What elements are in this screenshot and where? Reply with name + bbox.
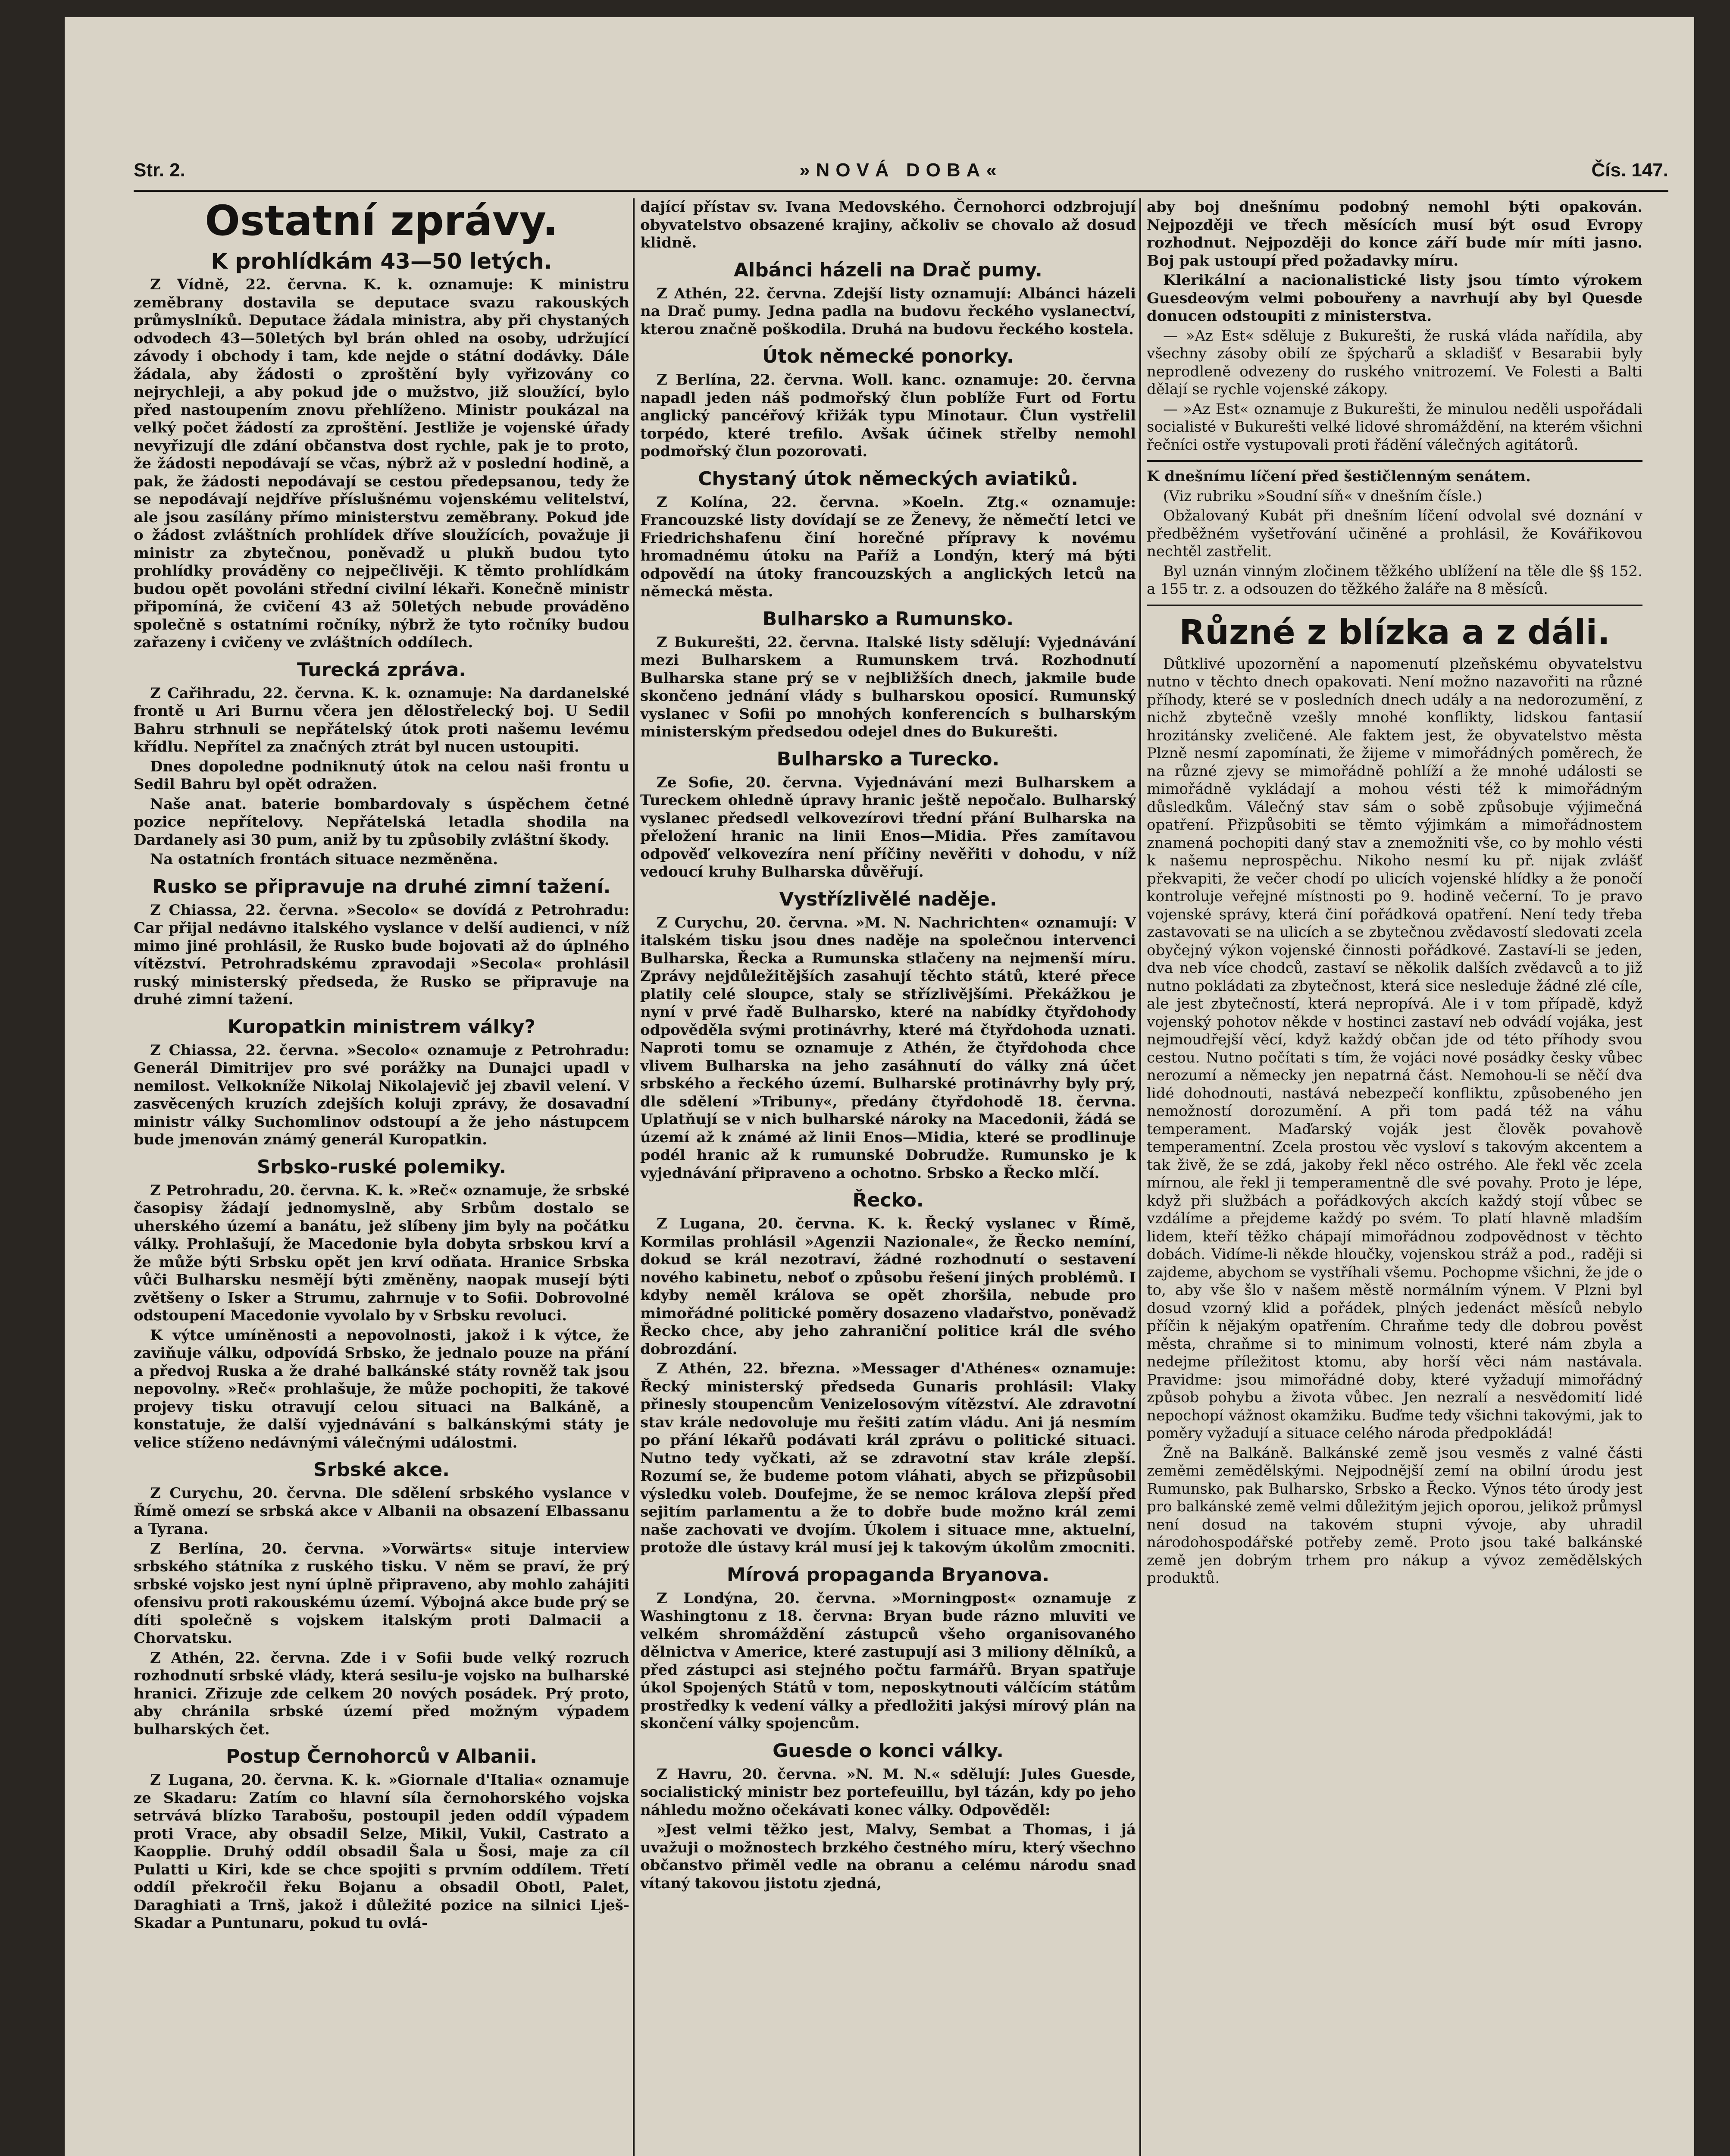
article-heading: Kuropatkin ministrem války? <box>228 1015 535 1038</box>
article-heading: K prohlídkám 43—50 letých. <box>211 249 552 274</box>
article-paragraph: Dnes dopoledne podniknutý útok na celou naši frontu u Sedil Bahru byl opět odražen. <box>134 758 629 793</box>
section-divider <box>1147 460 1642 462</box>
article-paragraph: Z Petrohradu, 20. června. K. k. »Reč« oznamuje, že srbské časopisy žádají jednomyslně, aby Srbům dostalo se uherského území a banátu, jež slíbeny jim byly na počátku války. Prohlašují, že Macedonie byla dobyta srbskou krví a že může býti Srbsku opět jen krví odňata. Hranice Srbska vůči Bulharsku nesmějí býti změněny, naopak musejí býti zvětšeny o Isker a Strumu, zahrnuje v to Sofii. Dobrovolné odstoupení Macedonie vyvolalo by v Srbsku revoluci. <box>134 1181 629 1324</box>
article-heading: Rusko se připravuje na druhé zimní tažení. <box>152 875 611 898</box>
article-heading: K dnešnímu líčení před šestičlenným senátem. <box>1147 468 1531 485</box>
article-paragraph: Důtklivé upozornění a napomenutí plzeňskému obyvatelstvu nutno v těchto dnech opakovati. Není možno nazavořiti na různé příhody, které se v posledních dnech udály a na nedorozumění, z nichž zbytečně vzešly mnohé konflikty, lidskou fantasií hrozitánsky zveličené. Ale faktem jest, že obyvatelstvo města Plzně nesmí zapomínati, že žijeme v mimořádných poměrech, že na různé zjevy se mimořádně pohlíží a že mnohé události se mimořádně vykládají a mohou vésti též k mimořádným důsledkům. Válečný stav sám o sobě způsobuje výjimečná opatření. Přizpůsobiti se těmto výjimkám a mimořádnostem znamená pochopiti daný stav a znemožniti vše, co by mohlo vésti k našemu neprospěchu. Nikoho nesmí ku př. nijak zvlášť překvapiti, že večer chodí po ulicích vojenské hlídky a že ponočí kontroluje veřejné místnosti po 9. hodině večerní. To je pravo vojenské správy, která činí pořádková opatření. Není tedy třeba zastavovati se na ulicích a se zbytečnou zvědavostí sledovati zcela obyčejný výkon vojenské činnosti pořádkové. Zastaví-li se jeden, dva neb více chodců, zastaví se několik dalších zvědavců a to již nutno pokládati za zbytečnost, která sice nesleduje žádné zlé cíle, ale jest zbytečností, která nepropívá. Ale i v tom případě, když vojenský pohotov někde v hostinci zastaví neb odvádí vojáka, jest nejmoudřejší věcí, když každý občan jde od této příhody svou cestou. Nutno počítati s tím, že vojáci nové posádky česky vůbec nerozumí a německy jen nepatrná část. Nemohou-li se něčí dva lidé dohodnouti, nastává nebezpečí konfliktu, způsobeného jen nemožností dorozumění. A při tom padá též na váhu temperament. Maďarský voják jest člověk povahově temperamentní. Zcela prostou věc vysloví s takovým akcentem a tak živě, že se zdá, jakoby řekl něco ostrého. Ale řekl věc zcela mírnou, ale řekl ji temperamentně dle své povahy. Proto je lépe, když při službách a pořádkových akcích každý stojí vůbec se vzdálíme a přejdeme každý po svém. To platí hlavně mladším lidem, kteří těžko chápají mimořádnou zodpovědnost v těchto dobách. Vidíme-li někde hloučky, vojenskou stráž a pod., raději si zajdeme, abychom se vystříhali všemu. Pochopme všichni, že jde o to, aby vše šlo v našem městě normálním výnem. V Plzni byl dosud vzorný klid a pořádek, plných jedenáct měsíců nebylo příčin k nějakým opatřením. Chraňme tedy dle dobrou pověst města, chraňme si to minimum volnosti, které nám zbyla a nedejme příležitost ktomu, aby horší věci nám nastávala. Pravidme: jsou mimořádné doby, které vyžadují mimořádný způsob pohybu a života vůbec. Jen nezralí a nesvědomití lidé nepochopí vážnost okamžiku. Buďme tedy všichni takovými, jak to poměry vyžadují a situace celého národa předpokládá! <box>1147 655 1642 1442</box>
article-paragraph: Z Athén, 22. června. Zdejší listy oznamují: Albánci házeli na Drač pumy. Jedna padla na budovu řeckého vyslanectví, kterou značně poškodila. Druhá na budovu řeckého kostela. <box>640 285 1136 338</box>
page-header <box>134 160 1668 192</box>
article-paragraph: Z Berlína, 22. června. Woll. kanc. oznamuje: 20. června napadl jeden náš podmořský člun poblíže Furt od Fortu anglický pancéřový křižák typu Minotaur. Člun vystřelil torpédo, které trefilo. Avšak účinek střelby nemohl podmořský člun pozorovati. <box>640 371 1136 460</box>
section-title: Ostatní zprávy. <box>205 198 558 245</box>
page-number: Str. 2. <box>134 160 185 181</box>
article-heading: Turecká zpráva. <box>297 658 466 681</box>
article-paragraph: Z Lugana, 20. června. K. k. »Giornale d'Italia« oznamuje ze Skadaru: Zatím co hlavní síla černohorského vojska setrvává blízko Tarabošu, postoupil jeden oddíl výpadem proti Vrace, aby obsadil Selze, Mikil, Vukil, Castrato a Kaopplie. Druhý oddíl obsadil Šala u Šosi, maje za cíl Pulatti u Kiri, kde se chce spojiti s prvním oddílem. Třetí oddíl překročil řeku Bojanu a obsadil Obotl, Palet, Daraghiati a Trnš, jakož i důležité pozice na silnici Lješ-Skadar a Puntunaru, pokud tu ovlá- <box>134 1771 629 1932</box>
article-paragraph: Ze Sofie, 20. června. Vyjednávání mezi Bulharskem a Tureckem ohledně úpravy hranic ještě nepočalo. Bulharský vyslanec předsedl velkovezírovi třední přání Bulharska na přeložení hranic na linii Enos—Midia. Přes zamítavou odpověď velkovezíra není příčiny nevěřiti v dohodu, v níž vedoucí kruhy Bulharska důvěřují. <box>640 774 1136 881</box>
article-paragraph: Z Berlína, 20. června. »Vorwärts« situje interview srbského státníka z ruského tisku. V něm se praví, že prý srbské vojsko jest nyní úplně připraveno, aby mohlo zahájiti ofensivu proti rakouskému území. Výbojná akce bude prý se díti společně s vojskem italským proti Dalmacii a Chorvatsku. <box>134 1540 629 1647</box>
newspaper-page <box>65 17 1694 2156</box>
article-paragraph: Z Athén, 22. června. Zde i v Sofii bude velký rozruch rozhodnutí srbské vlády, která sesilu-je vojsko na bulharské hranici. Zřizuje zde celkem 20 nových posádek. Prý proto, aby chránila srbské území před možným výpadem bulharských čet. <box>134 1649 629 1738</box>
column-3 <box>1147 198 1642 2156</box>
article-paragraph: Byl uznán vinným zločinem těžkého ublížení na těle dle §§ 152. a 155 tr. z. a odsouzen do těžkého žaláře na 8 měsíců. <box>1147 562 1642 598</box>
article-heading: Srbské akce. <box>313 1459 450 1481</box>
article-heading: Bulharsko a Turecko. <box>776 748 1000 770</box>
column-rule <box>633 198 635 2156</box>
article-heading: Srbsko-ruské polemiky. <box>257 1156 507 1178</box>
article-paragraph: Žně na Balkáně. Balkánské země jsou vesměs z valné části zeměmi zemědělskými. Nejpodnější zemí na obilní úrodu jest Rumunsko, pak Bulharsko, Srbsko a Řecko. Výnos této úrody jest pro balkánské země velmi důležitým jejich oporou, jelikož průmysl není dosud na takovém stupni vývoje, aby uhradil národohospodářské potřeby země. Proto jsou také balkánské země jen dobrým trhem pro nákup a vývoz zemědělských produktů. <box>1147 1444 1642 1587</box>
article-paragraph: Z Kolína, 22. června. »Koeln. Ztg.« oznamuje: Francouzské listy dovídají se ze Ženevy, že němečtí letci ve Friedrichshafenu činí horečné přípravy k novému hromadnému útoku na Paříž a Londýn, který má býti odpovědí na útoky francouzských a anglických letců na německá města. <box>640 493 1136 600</box>
column-2 <box>640 198 1136 2156</box>
article-paragraph: Z Athén, 22. března. »Messager d'Athénes« oznamuje: Řecký ministerský předseda Gunaris prohlásil: Vlaky přinesly stoupencům Venizelosovým vítězství. Ale zdravotní stav krále nedovoluje mu řešiti zatím vládu. Ani já nesmím po přání lékařů podávati král zprávu o politické situaci. Nutno tedy vyčkati, až se zdravotní stav krále zlepší. Rozumí se, že budeme potom vláhati, abych se přizpůsobil výsledku voleb. Doufejme, že se nemoc králova zlepší před sejitím parlamentu a že to dobře bude možno král zemi naše zachovati ve dvojím. Úkolem i situace mne, aktuelní, protože dle ústavy král musí jej k takovým úkolům zmocniti. <box>640 1360 1136 1556</box>
article-paragraph: Z Cařihradu, 22. června. K. k. oznamuje: Na dardanelské frontě u Ari Burnu včera jen dělostřelecký boj. U Sedil Bahru strhnuli se nepřátelský útok proti našemu levému křídlu. Nepřítel za značných ztrát byl nucen ustoupiti. <box>134 684 629 755</box>
article-paragraph: Z Bukurešti, 22. června. Italské listy sdělují: Vyjednávání mezi Bulharskem a Rumunskem trvá. Rozhodnutí Bulharska stane prý se v nejbližších dnech, jakmile bude skončeno jednání vlády s bulharskou oposicí. Rumunský vyslanec v Sofii po mnohých konferencích s bulharským ministerským předsedou odejel dnes do Bukurešti. <box>640 633 1136 740</box>
article-paragraph: Z Chiassa, 22. června. »Secolo« oznamuje z Petrohradu: Generál Dimitrijev pro své porážky na Dunajci upadl v nemilost. Velkokníže Nikolaj Nikolajevič jej zbavil velení. V zasvěcených kruzích zdejších koluji zprávy, že dosavadní ministr války Suchomlinov odstoupí a že jeho nástupcem bude jmenován známý generál Kuropatkin. <box>134 1041 629 1148</box>
article-paragraph: Klerikální a nacionalistické listy jsou tímto výrokem Guesdeovým velmi pobouřeny a navrhují aby byl Quesde donucen odstoupiti z ministerstva. <box>1147 272 1642 325</box>
article-paragraph: Z Lugana, 20. června. K. k. Řecký vyslanec v Římě, Kormilas prohlásil »Agenzii Nazionale«, že Řecko nemíní, dokud se král nezotraví, žádné rozhodnutí o sestavení nového kabinetu, neboť o způsobu řešení jiných problémů. I kdyby neměl králova se opět zhoršila, nebude pro mimořádné politické poměry dosazeno vladařstvo, poněvadž Řecko chce, aby jeho zahraniční politice král dle svého dobrozdání. <box>640 1215 1136 1358</box>
article-paragraph: Z Londýna, 20. června. »Morningpost« oznamuje z Washingtonu z 18. června: Bryan bude rázno mluviti ve velkém shromáždění zástupců všeho organisovaného dělnictva v Americe, které zastupují asi 3 miliony dělníků, a před zástupci asi stejného počtu farmářů. Bryan spatřuje úkol Spojených Států v tom, neposkytnouti válčícím státům prostředky k vedení války a předložiti jakýsi mírový plán na skončení války spojencům. <box>640 1589 1136 1732</box>
column-rule <box>1139 198 1141 2156</box>
column-1 <box>134 198 629 2156</box>
article-heading: Guesde o konci války. <box>773 1739 1004 1762</box>
article-paragraph: (Viz rubriku »Soudní síň« v dnešním čísle.) <box>1163 487 1483 505</box>
article-heading: Postup Černohorců v Albanii. <box>226 1745 537 1767</box>
article-paragraph: K výtce umíněnosti a nepovolnosti, jakož i k výtce, že zaviňuje válku, odpovídá Srbsko, že jednalo pouze na přání a předvoj Ruska a že drahé balkánské státy rovněž tak jsou nepovolny. »Reč« prohlašuje, že může pochopiti, že takové projevy tisku otravují celou situaci na Balkáně, a konstatuje, že další vyjednávání s balkánskými státy je velice stíženo nedávnými válečnými událostmi. <box>134 1326 629 1451</box>
article-paragraph: Na ostatních frontách situace nezměněna. <box>150 851 498 868</box>
article-paragraph: aby boj dnešnímu podobný nemohl býti opakován. Nejpozději ve třech měsících musí být osud Evropy rozhodnut. Nejpozději do konce září bude mír míti jasno. Boj pak ustoupí před požadavky míru. <box>1147 198 1642 270</box>
article-heading: Mírová propaganda Bryanova. <box>726 1564 1050 1586</box>
article-paragraph: Z Curychu, 20. června. »M. N. Nachrichten« oznamují: V italském tisku jsou dnes naděje na společnou intervenci Bulharska, Řecka a Rumunska stlačeny na nejmenší míru. Zprávy nejdůležitějších zasahují těchto států, které přece platily celé sloupce, staly se střízlivějšími. Překážkou je nyní v prvé řadě Bulharsko, které na nabídky čtyřdohody odpověděla svými protinávrhy, které má čtyřdohoda uznati. Naproti tomu se oznamuje z Athén, že čtyřdohoda chce vlivem Bulharska na jeho zasáhnutí do války zná účet srbského a řeckého území. Bulharské protinávrhy byly prý, dle sdělení »Tribuny«, předány čtyřdohodě 18. června. Uplatňují se v nich bulharské nároky na Macedonii, žádá se území až k známé až linii Enos—Midia, které se prodlinuje podél hranic až k rumunské Dobrudže. Rumunsko je k vyjednávání připraveno a ochotno. Srbsko a Řecko mlčí. <box>640 914 1136 1182</box>
article-paragraph: »Jest velmi těžko jest, Malvy, Sembat a Thomas, i já uvažuji o možnostech brzkého čestného míru, který všechno občanstvo přiměl vedle na obranu a celému národu snad vítaný takovou jistotu zjedná, <box>640 1821 1136 1892</box>
newspaper-title: »NOVÁ DOBA« <box>799 160 1003 181</box>
article-heading: Bulharsko a Rumunsko. <box>762 608 1014 630</box>
article-paragraph: Z Curychu, 20. června. Dle sdělení srbského vyslance v Římě omezí se srbská akce v Albanii na obsazení Elbassanu a Tyrana. <box>134 1485 629 1538</box>
article-heading: Útok německé ponorky. <box>762 345 1014 367</box>
article-paragraph: Z Chiassa, 22. června. »Secolo« se dovídá z Petrohradu: Car přijal nedávno italského vyslance v delší audienci, v níž mimo jiné prohlásil, že Rusko bude bojovati až do úplného vítězství. Petrohradskému zpravodaji »Secola« prohlásil ruský ministerský předseda, že Rusko se připravuje na druhé zimní tažení. <box>134 901 629 1008</box>
section-title: Různé z blízka a z dáli. <box>1179 613 1610 652</box>
section-divider <box>1147 605 1642 606</box>
article-paragraph: — »Az Est« oznamuje z Bukurešti, že minulou neděli uspořádali socialisté v Bukurešti velké lidové shromáždění, na kterém všichni řečníci ostře vystupovali proti řádění válečných agitátorů. <box>1147 400 1642 454</box>
article-paragraph: Obžalovaný Kubát při dnešním líčení odvolal své doznání v předběžném vyšetřování učiněné a prohlásil, že Kovářikovou nechtěl zastřelit. <box>1147 507 1642 560</box>
article-paragraph: dající přístav sv. Ivana Medovského. Černohorci odzbrojují obyvatelstvo obsazené krajiny, ačkoliv se chovalo až dosud klidně. <box>640 198 1136 251</box>
article-heading: Vystřízlivělé naděje. <box>779 888 997 910</box>
issue-number: Čís. 147. <box>1591 160 1668 181</box>
article-heading: Albánci házeli na Drač pumy. <box>734 259 1042 281</box>
article-paragraph: Z Havru, 20. června. »N. M. N.« sdělují: Jules Guesde, socialistický ministr bez portefeuillu, byl tázán, kdy po jeho náhledu možno očekávati konec války. Odpověděl: <box>640 1765 1136 1819</box>
article-heading: Chystaný útok německých aviatiků. <box>698 467 1078 490</box>
article-heading: Řecko. <box>852 1189 924 1211</box>
article-paragraph: Naše anat. baterie bombardovaly s úspěchem četné pozice nepřítelovy. Nepřátelská letadla shodila na Dardanely asi 30 pum, aniž by tu způsobily zvláštní škody. <box>134 795 629 849</box>
article-paragraph: — »Az Est« sděluje z Bukurešti, že ruská vláda nařídila, aby všechny zásoby obilí ze špýcharů a skladišť v Besarabii byly neprodleně odvezeny do ruského vnitrozemí. Ve Folesti a Balti dělají se rychle vojenské zákopy. <box>1147 327 1642 398</box>
article-paragraph: Z Vídně, 22. června. K. k. oznamuje: K ministru zeměbrany dostavila se deputace svazu rakouských průmyslníků. Deputace žádala ministra, aby při chystaných odvodech 43—50letých byl brán ohled na osoby, udržující závody i obchody i tam, kde nejde o státní dodávky. Dále žádala, aby žádosti o zproštění byly vyřizovány co nejrychleji, a aby pokud jde o mužstvo, již sloužící, bylo před nastoupením znovu přehlíženo. Ministr poukázal na velký počet žádostí za zproštění. Jestliže je vojenské úřady nevyřizují dle zdání občanstva dost rychle, pak je to proto, že žádosti nepodávají se včas, nýbrž až v poslední hodině, a pak, že žádosti nepodávají se cestou předepsanou, tedy že se nepodávají nejdříve příslušnému vojenskému velitelství, ale jsou zasílány přímo ministerstvu zeměbrany. Pokud jde o žádost zvláštních prohlídek dříve sloužících, považuje ji ministr za zbytečnou, poněvadž u plukň budou tyto prohlídky prováděny co nejpečlivěji. K těmto prohlídkám budou opět povoláni střední civilní lékaři. Konečně ministr připomíná, že cvičení 43 až 50letých nebude prováděno společně s ostatními ročníky, nýbrž že tyto ročníky budou zařazeny i cvičeny ve zvláštních oddílech. <box>134 276 629 651</box>
